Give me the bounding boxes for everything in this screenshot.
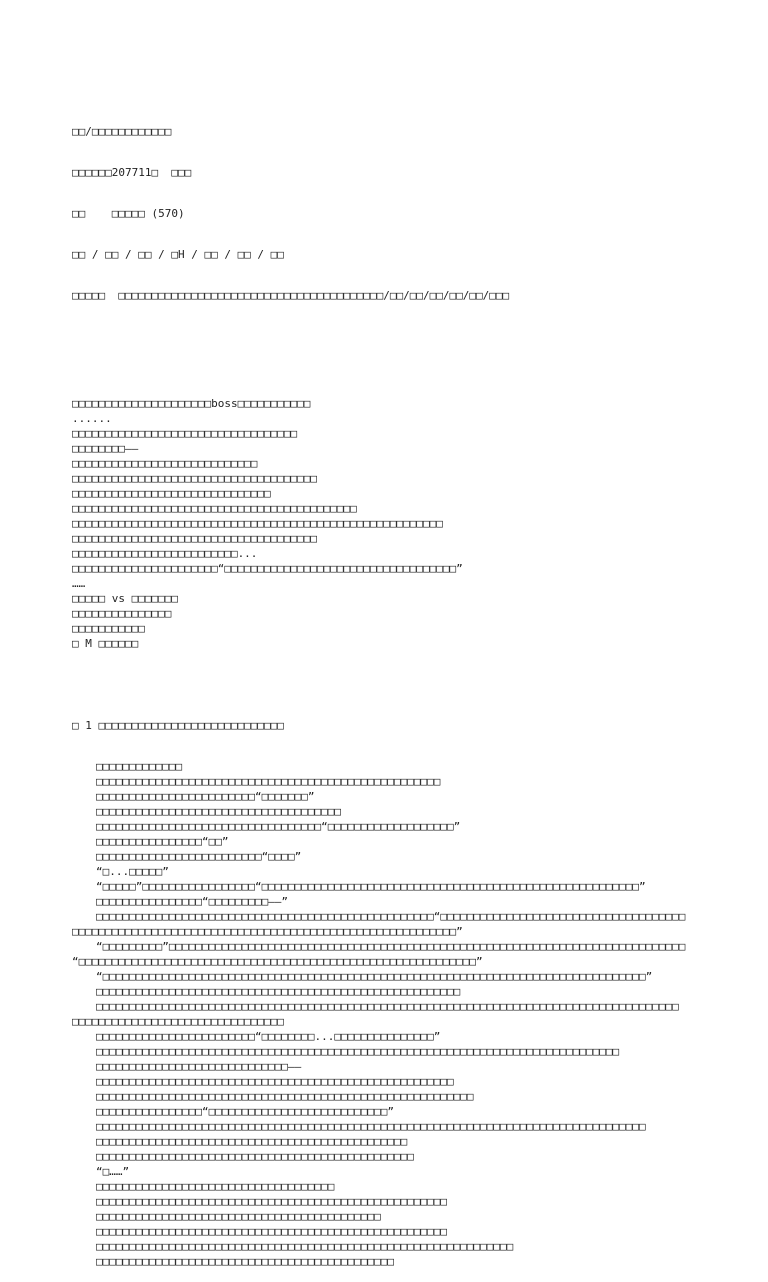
summary-line: □□□□□□□□□□□□□□□□□□□□□□□□□... [72, 547, 258, 560]
paragraph-line: □□□□□□□□□□□□□□□□□□□□□□□□□□□□□□□□□□□□□□□□□□□□□□□□□□□“□□□□□□□□□□□□□□□□□□□□□□□□□□□□□□□□□□□□□ [96, 910, 686, 923]
summary-line: □□□□□□□□□□□□□□□□□□□□□□□□□□□□ [72, 457, 258, 470]
paragraph-line: “□……” [96, 1165, 130, 1178]
book-id-line: □□□□□□207711□ □□□ [72, 166, 192, 179]
book-title: □□/□□□□□□□□□□□□ [72, 125, 172, 138]
summary-line: □□□□□□□□□□□□□□□ [72, 607, 172, 620]
paragraph-line: “□...□□□□□” [96, 865, 169, 878]
paragraph-line: □□□□□□□□□□□□□□□□□□□□□□□□□□□□□□□□□□□□□□□□□□□□□□□□□□□□□□□□□□□□□□□□□□□□□□□□□□□□□□□□□□□ [96, 1120, 646, 1133]
paragraph-line: □□□□□□□□□□□□□□□□□□□□□□□□□□□□□□□□□□□□□□□□□□□□□□□□□□□□□□□□□□” [72, 925, 463, 938]
book-tags: □□ / □□ / □□ / □H / □□ / □□ / □□ [72, 248, 284, 261]
summary-line: □□□□□□□□□□□□□□□□□□□□□□□□□□□□□□ [72, 487, 271, 500]
paragraph-line: □□□□□□□□□□□□□□□□□□□□□□□□“□□□□□□□” [96, 790, 315, 803]
paragraph-line: □□□□□□□□□□□□□□□□□□□□□□□□□□□□□□□□□□□□□□□□□□□□□□□□□□□□□ [96, 1225, 447, 1238]
paragraph-line: □□□□□□□□□□□□□□□□□□□□□□□□□□□□□□□□□□□□□□□□□□□□□ [96, 1255, 395, 1268]
summary-line: □□□□□□□□—— [72, 442, 139, 455]
summary-line: □□□□□□□□□□□□□□□□□□□□□□□□□□□□□□□□□□□□□ [72, 532, 318, 545]
summary-line: □□□□□□□□□□□□□□□□□□□□□boss□□□□□□□□□□□ [72, 397, 311, 410]
paragraph-line: “□□□□□”□□□□□□□□□□□□□□□□□“□□□□□□□□□□□□□□□□□□□□□□□□□□□□□□□□□□□□□□□□□□□□□□□□□□□□□□□□□” [96, 880, 646, 893]
paragraph-line: □□□□□□□□□□□□□□□□□□□□□□□□□□□□□□□□□□□□□□□□□□□□□□□□□□□□□□□□□ [96, 1090, 474, 1103]
header-block [72, 98, 712, 329]
paragraph-line: □□□□□□□□□□□□□□□□□□□□□□□□□□□□□□□□□□□□□□□□□□□□□□□□□□□□□□□□□□□□□□□□□□□□□□□□□□□□□□□ [96, 1045, 620, 1058]
paragraph-line: □□□□□□□□□□□□□□□□□□□□□□□□□□□□□□□□□□□□□□□□□□□□□□□□□□□□ [96, 775, 441, 788]
chapter-body [72, 759, 712, 1269]
paragraph-line: □□□□□□□□□□□□□□□□□□□□□□□□□□□□□—— [96, 1060, 302, 1073]
paragraph-line: □□□□□□□□□□□□□□□□□□□□□□□□□□□□□□□□□□□□□ [96, 805, 342, 818]
paragraph-line: □□□□□□□□□□□□□□□□□□□□□□□□□□□□□□□□□□□□□□□□□□□□□□□□□□□□□□ [96, 1075, 454, 1088]
paragraph-line: □□□□□□□□□□□□□□□□□□□□□□□□□□□□□□□□□□□□□□□□□□□□□□□□□□□□□□□ [96, 985, 461, 998]
chapter-title: □ 1 □□□□□□□□□□□□□□□□□□□□□□□□□□□□ [72, 719, 284, 732]
spacer [72, 677, 712, 692]
spacer [72, 355, 712, 370]
document-page [72, 72, 712, 1282]
summary-line: □□□□□ vs □□□□□□□ [72, 592, 178, 605]
paragraph-line: “□□□□□□□□□□□□□□□□□□□□□□□□□□□□□□□□□□□□□□□□□□□□□□□□□□□□□□□□□□□□” [72, 955, 483, 968]
paragraph-line: □□□□□□□□□□□□□□□□□□□□□□□□□□□□□□□□□□□□ [96, 1180, 335, 1193]
paragraph-line: □□□□□□□□□□□□□ [96, 760, 183, 773]
summary-line: □□□□□□□□□□□ [72, 622, 145, 635]
summary-line: □□□□□□□□□□□□□□□□□□□□□□□□□□□□□□□□□□□□□ [72, 472, 318, 485]
paragraph-line: □□□□□□□□□□□□□□□□□□□□□□□□“□□□□□□□□...□□□□□□□□□□□□□□□” [96, 1030, 441, 1043]
paragraph-line: □□□□□□□□□□□□□□□□□□□□□□□□□□□□□□□□ [72, 1015, 284, 1028]
paragraph-line: □□□□□□□□□□□□□□□□□□□□□□□□□□□□□□□□□□“□□□□□□□□□□□□□□□□□□□” [96, 820, 461, 833]
summary-line: …… [72, 577, 86, 590]
paragraph-line: □□□□□□□□□□□□□□□□□□□□□□□□□□□□□□□□□□□□□□□□□□□□□□□□□□□□□□□□□□□□□□□ [96, 1240, 514, 1253]
book-count-line: □□ □□□□□ (570) [72, 207, 185, 220]
paragraph-line: “□□□□□□□□□”□□□□□□□□□□□□□□□□□□□□□□□□□□□□□□□□□□□□□□□□□□□□□□□□□□□□□□□□□□□□□□□□□□□□□□□□□□□□□□ [96, 940, 686, 953]
paragraph-line: □□□□□□□□□□□□□□□□□□□□□□□□□□□□□□□□□□□□□□□□□□□□□□□□□□□□□□□□□□□□□□□□□□□□□□□□□□□□□□□□□□□□□□□□ [96, 1000, 679, 1013]
summary-line: □□□□□□□□□□□□□□□□□□□□□□□□□□□□□□□□□□□□□□□□□□□□□□□□□□□□□□□□ [72, 517, 443, 530]
paragraph-line: □□□□□□□□□□□□□□□□□□□□□□□□□□□□□□□□□□□□□□□□□□□□□□□ [96, 1135, 408, 1148]
paragraph-line: □□□□□□□□□□□□□□□□“□□” [96, 835, 229, 848]
summary-line: □□□□□□□□□□□□□□□□□□□□□□□□□□□□□□□□□□ [72, 427, 298, 440]
paragraph-line: □□□□□□□□□□□□□□□□□□□□□□□□□“□□□□” [96, 850, 302, 863]
summary-line: ...... [72, 412, 112, 425]
paragraph-line: “□□□□□□□□□□□□□□□□□□□□□□□□□□□□□□□□□□□□□□□□□□□□□□□□□□□□□□□□□□□□□□□□□□□□□□□□□□□□□□□□□□” [96, 970, 653, 983]
summary-line: □□□□□□□□□□□□□□□□□□□□□□“□□□□□□□□□□□□□□□□□□□□□□□□□□□□□□□□□□□” [72, 562, 463, 575]
paragraph-line: □□□□□□□□□□□□□□□□□□□□□□□□□□□□□□□□□□□□□□□□□□□ [96, 1210, 381, 1223]
book-keywords: □□□□□ □□□□□□□□□□□□□□□□□□□□□□□□□□□□□□□□□□□□□□□□/□□/□□/□□/□□/□□/□□□ [72, 289, 510, 302]
summary-line: □ M □□□□□□ [72, 637, 139, 650]
paragraph-line: □□□□□□□□□□□□□□□□□□□□□□□□□□□□□□□□□□□□□□□□□□□□□□□□ [96, 1150, 414, 1163]
paragraph-line: □□□□□□□□□□□□□□□□□□□□□□□□□□□□□□□□□□□□□□□□□□□□□□□□□□□□□ [96, 1195, 447, 1208]
summary-line: □□□□□□□□□□□□□□□□□□□□□□□□□□□□□□□□□□□□□□□□□□□ [72, 502, 357, 515]
summary-block [72, 396, 712, 651]
paragraph-line: □□□□□□□□□□□□□□□□“□□□□□□□□□□□□□□□□□□□□□□□□□□□” [96, 1105, 395, 1118]
paragraph-line: □□□□□□□□□□□□□□□□“□□□□□□□□□——” [96, 895, 289, 908]
